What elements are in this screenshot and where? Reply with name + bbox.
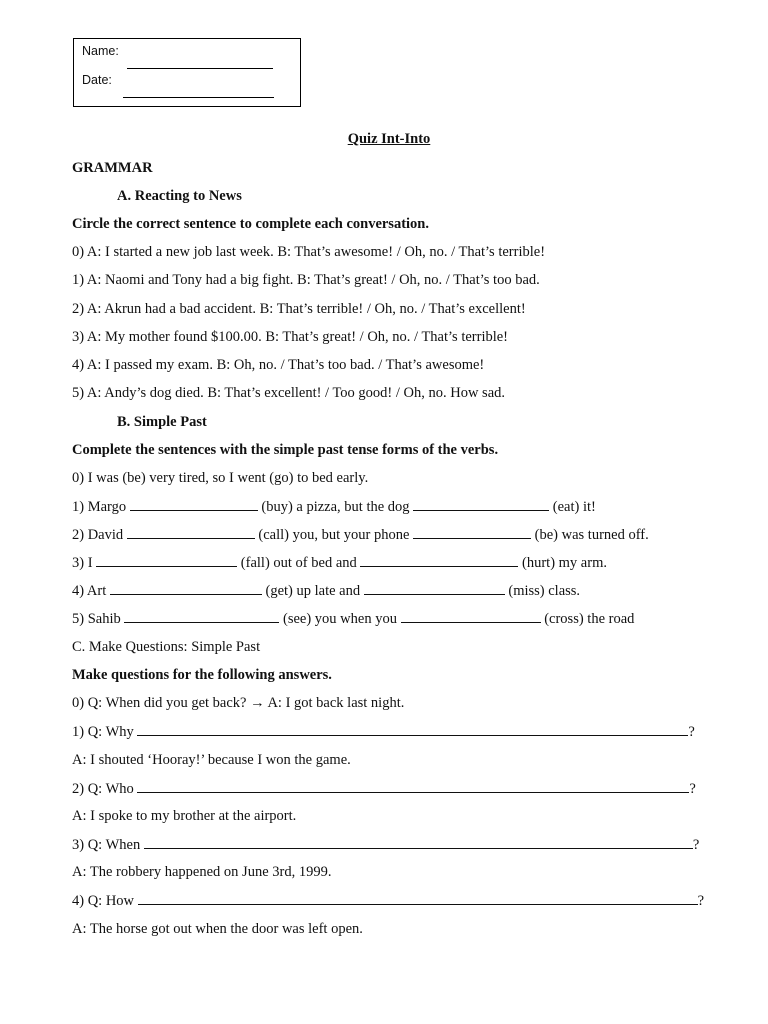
- answer-blank[interactable]: [124, 609, 279, 623]
- part-b-instruction: Complete the sentences with the simple past tense forms of the verbs.: [72, 442, 499, 458]
- answer-blank[interactable]: [96, 553, 237, 567]
- answer-line: A: I spoke to my brother at the airport.: [72, 808, 297, 824]
- part-a-item[interactable]: 3) A: My mother found $100.00. B: That’s great! / Oh, no. / That’s terrible!: [72, 329, 509, 345]
- date-label: Date:: [82, 73, 112, 87]
- answer-blank[interactable]: [110, 581, 262, 595]
- part-b-item: 4) Art (get) up late and (miss) class.: [72, 583, 581, 599]
- answer-blank[interactable]: [130, 497, 258, 511]
- question-blank[interactable]: [138, 891, 698, 905]
- part-a-item[interactable]: 1) A: Naomi and Tony had a big fight. B: That’s great! / Oh, no. / That’s too bad.: [72, 272, 540, 288]
- answer-blank[interactable]: [127, 525, 255, 539]
- date-field[interactable]: [123, 83, 274, 98]
- part-b-item: 3) I (fall) out of bed and (hurt) my arm.: [72, 555, 607, 571]
- part-c-heading: C. Make Questions: Simple Past: [72, 639, 261, 655]
- question-blank[interactable]: [137, 779, 689, 793]
- date-row: [82, 73, 112, 87]
- part-a-heading: A. Reacting to News: [117, 188, 242, 204]
- answer-blank[interactable]: [413, 497, 549, 511]
- answer-line: A: The robbery happened on June 3rd, 1999.: [72, 864, 332, 880]
- part-a-item[interactable]: 4) A: I passed my exam. B: Oh, no. / That’s too bad. / That’s awesome!: [72, 357, 485, 373]
- question-line: 3) Q: When ?: [72, 837, 700, 853]
- part-b-example: 0) I was (be) very tired, so I went (go) to bed early.: [72, 470, 369, 486]
- name-date-box: [73, 38, 301, 107]
- answer-blank[interactable]: [401, 609, 541, 623]
- part-c-example: 0) Q: When did you get back? → A: I got back last night.: [72, 695, 405, 711]
- answer-blank[interactable]: [360, 553, 518, 567]
- question-line: 1) Q: Why ?: [72, 724, 695, 740]
- answer-blank[interactable]: [413, 525, 531, 539]
- part-a-item[interactable]: 2) A: Akrun had a bad accident. B: That’s terrible! / Oh, no. / That’s excellent!: [72, 301, 526, 317]
- part-b-heading: B. Simple Past: [117, 414, 207, 430]
- part-a-instruction: Circle the correct sentence to complete each conversation.: [72, 216, 429, 232]
- part-b-item: 1) Margo (buy) a pizza, but the dog (eat) it!: [72, 499, 596, 515]
- part-a-item[interactable]: 5) A: Andy’s dog died. B: That’s excellent! / Too good! / Oh, no. How sad.: [72, 385, 506, 401]
- question-line: 2) Q: Who ?: [72, 781, 696, 797]
- quiz-title: Quiz Int-Into: [347, 131, 431, 147]
- answer-line: A: I shouted ‘Hooray!’ because I won the game.: [72, 752, 351, 768]
- part-a-item[interactable]: 0) A: I started a new job last week. B: That’s awesome! / Oh, no. / That’s terrible!: [72, 244, 546, 260]
- question-line: 4) Q: How ?: [72, 893, 705, 909]
- question-blank[interactable]: [144, 835, 693, 849]
- name-row: [82, 44, 119, 58]
- name-field[interactable]: [127, 54, 273, 69]
- part-b-item: 2) David (call) you, but your phone (be) was turned off.: [72, 527, 649, 543]
- answer-blank[interactable]: [364, 581, 505, 595]
- question-blank[interactable]: [137, 722, 688, 736]
- answer-line: A: The horse got out when the door was left open.: [72, 921, 363, 937]
- part-b-item: 5) Sahib (see) you when you (cross) the road: [72, 611, 635, 627]
- name-label: Name:: [82, 44, 119, 58]
- section-heading: GRAMMAR: [72, 160, 153, 176]
- part-c-instruction: Make questions for the following answers.: [72, 667, 332, 683]
